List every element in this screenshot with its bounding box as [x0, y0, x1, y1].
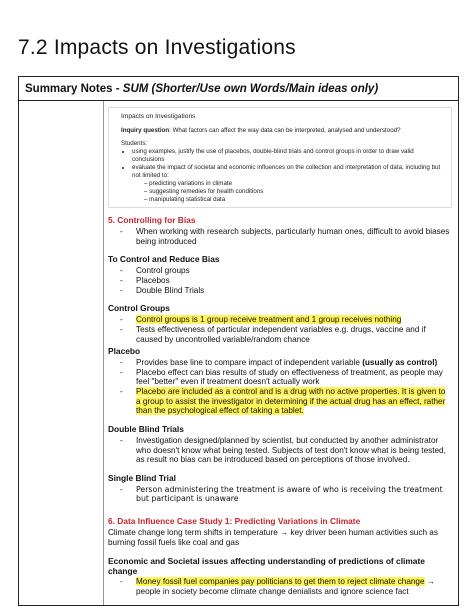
students-label: Students:: [121, 139, 148, 147]
list-item: – predicting variations in climate: [144, 180, 443, 188]
list-item: - Person administering the treatment is aware of who is receiving the treatment but participant is unaware: [120, 484, 443, 504]
list-item: - Money fossil fuel companies pay politicians to get them to reject climate change → people in society become climate change denialists and ignore science fact: [120, 577, 435, 597]
list-item: • using examples, justify the use of placebos, double-blind trials and control groups in order to draw valid conclusions: [132, 148, 443, 164]
placebo-heading: Placebo: [108, 346, 141, 357]
list-item: • evaluate the impact of societal and economic influences on the collection and interpretation of data, including but not limited to: – predicting variations in climate – suggesting remedies for health conditions – manipulating statistical data: [132, 164, 443, 204]
list-item: - Provides base line to compare impact of independent variable (usually as control): [120, 358, 438, 368]
list-item: - Placebo are included as a control and is a drug with no active properties. It is given to a group to assist the investigator in determining if the actual drug has an effect, rather than the psychological effect of taking a tablet.: [120, 387, 446, 416]
header-bold: Summary Notes -: [25, 83, 123, 95]
section-5-heading: 5. Controlling for Bias: [108, 215, 196, 226]
list-item: – manipulating statistical data: [144, 196, 443, 204]
page-title: 7.2 Impacts on Investigations: [18, 36, 296, 59]
list-item: - Tests effectiveness of particular independent variables e.g. drugs, vaccine and if caused by uncontrolled variable/random chance: [120, 324, 426, 344]
list-item: - Placebos: [120, 275, 170, 285]
cue-column: [19, 101, 104, 605]
list-item: - Investigation designed/planned by scientist, but conducted by another administrator who doesn't know what being tested. Subjects of test don't know what is being tested, as result no bias can be introduced based on perceptions of those involved.: [120, 436, 446, 465]
table-header: [19, 77, 458, 101]
list-item: - Double Blind Trials: [120, 285, 205, 295]
list-item: - When working with research subjects, particularly human ones, difficult to avoid biases being introduced: [120, 227, 450, 246]
section-6-heading: 6. Data Influence Case Study 1: Predicting Variations in Climate: [108, 516, 361, 527]
list-item: - Control groups is 1 group receive treatment and 1 group receives nothing: [120, 315, 402, 325]
climate-paragraph: Climate change long term shifts in temperature → key driver been human activities such as burning fossil fuels like coal and gas: [108, 528, 438, 547]
list-item: – suggesting remedies for health conditions: [144, 188, 443, 196]
single-blind-heading: Single Blind Trial: [108, 473, 176, 484]
excerpt-title: Impacts on Investigations: [121, 113, 196, 120]
list-item: - Control groups: [120, 266, 190, 276]
syllabus-excerpt: [108, 107, 452, 208]
control-reduce-heading: To Control and Reduce Bias: [108, 254, 220, 265]
syllabus-list: [121, 148, 443, 204]
summary-notes-table: [18, 76, 459, 606]
control-groups-heading: Control Groups: [108, 303, 170, 314]
list-item: - Placebo effect can bias results of study on effectiveness of treatment, as people may feel "better" even if treatment doesn't actually work: [120, 367, 443, 387]
header-italic: SUM (Shorter/Use own Words/Main ideas only): [122, 83, 379, 95]
inquiry-question: Inquiry question: What factors can affect the way data can be interpreted, analysed and understood?: [121, 126, 401, 134]
economic-issues-heading: Economic and Societal issues affecting understanding of predictions of climate change: [108, 555, 425, 576]
notes-content: [108, 107, 452, 597]
double-blind-heading: Double Blind Trials: [108, 424, 184, 435]
